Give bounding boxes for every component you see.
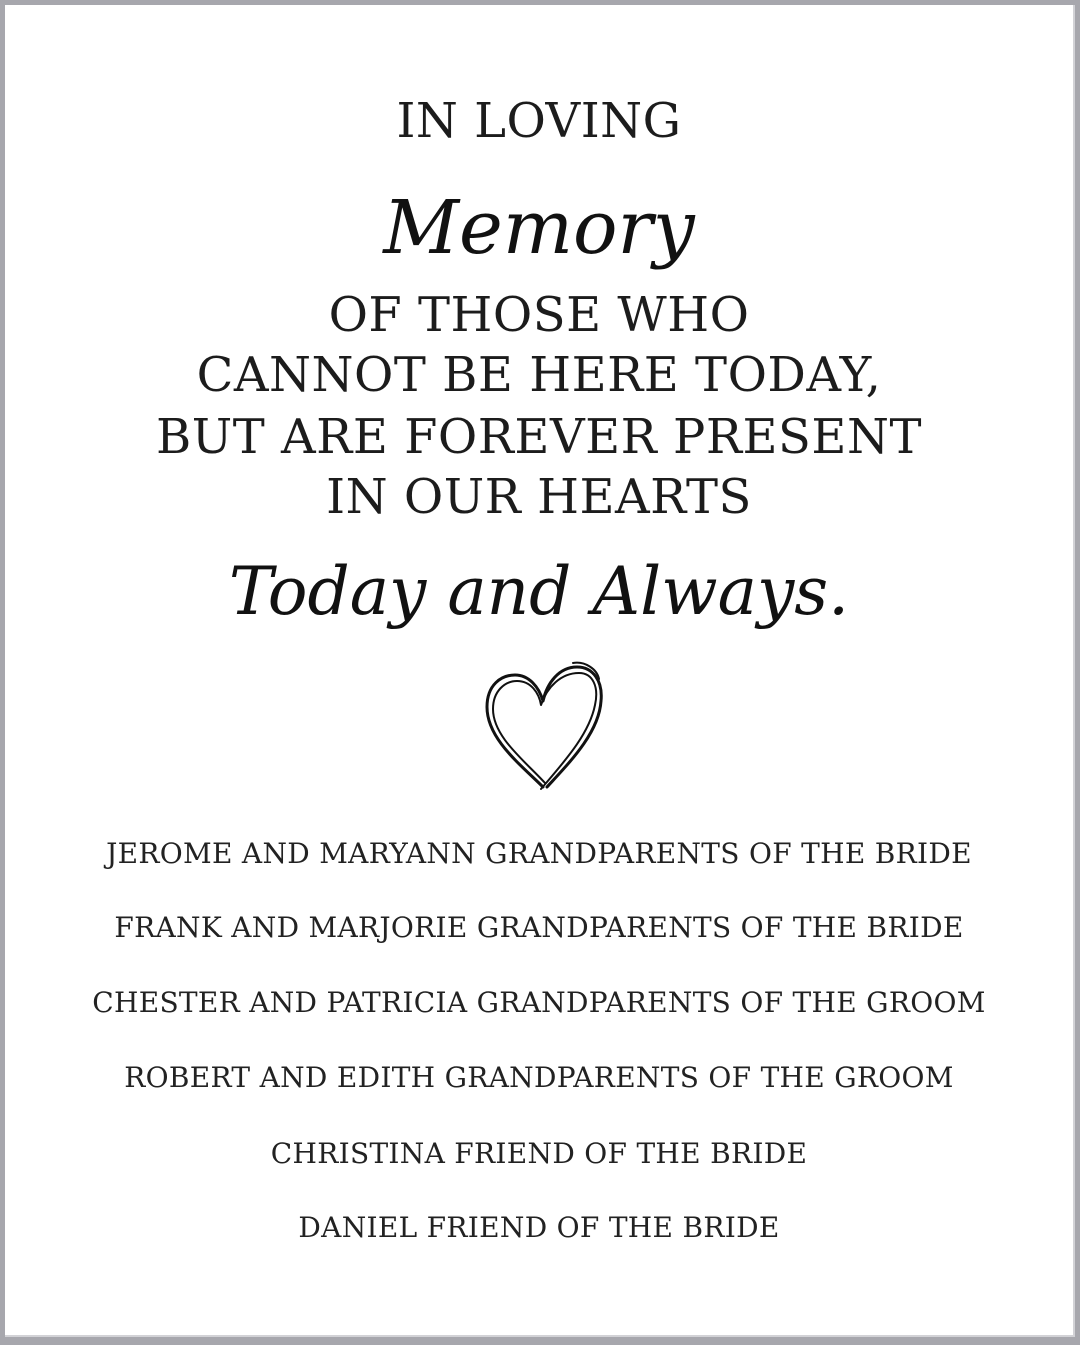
memorial-name-5: CHRISTINA FRIEND OF THE BRIDE: [270, 1137, 808, 1170]
memorial-sign: [5, 5, 1075, 1337]
heading-memory-script: Memory: [383, 185, 695, 271]
heart-icon: [481, 661, 609, 801]
body-line-2: CANNOT BE HERE TODAY,: [196, 347, 882, 403]
body-line-3: BUT ARE FOREVER PRESENT: [156, 409, 922, 465]
heading-in-loving: IN LOVING: [396, 93, 682, 149]
body-line-1: OF THOSE WHO: [328, 287, 750, 343]
heading-today-and-always-script: Today and Always.: [228, 553, 850, 630]
memorial-name-6: DANIEL FRIEND OF THE BRIDE: [298, 1211, 780, 1244]
memorial-name-1: JEROME AND MARYANN GRANDPARENTS OF THE BRIDE: [106, 837, 972, 870]
body-line-4: IN OUR HEARTS: [326, 469, 752, 525]
memorial-name-4: ROBERT AND EDITH GRANDPARENTS OF THE GROOM: [124, 1061, 954, 1094]
memorial-name-3: CHESTER AND PATRICIA GRANDPARENTS OF THE GROOM: [92, 986, 986, 1019]
memorial-name-2: FRANK AND MARJORIE GRANDPARENTS OF THE BRIDE: [114, 911, 964, 944]
